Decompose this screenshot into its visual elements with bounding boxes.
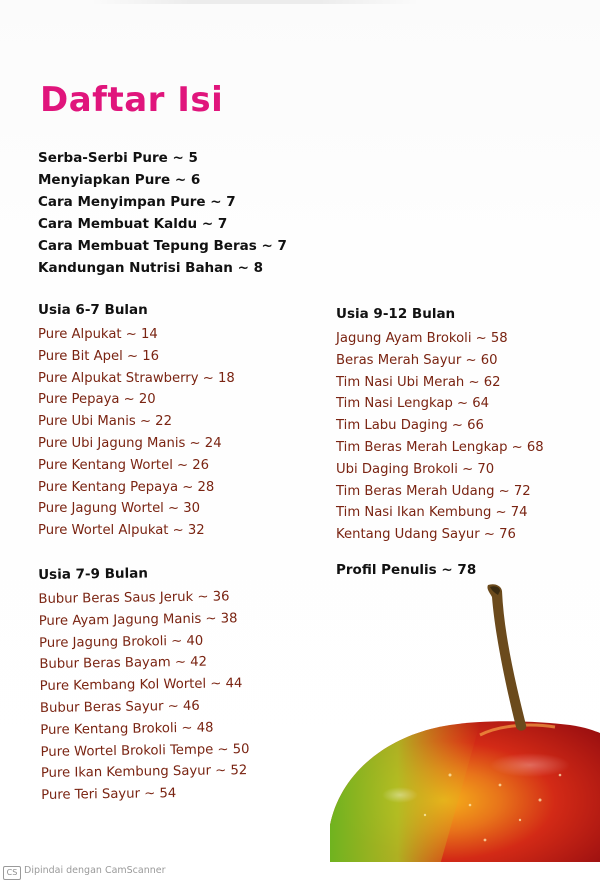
camscanner-logo-icon: CS bbox=[3, 866, 21, 880]
recipe-entry: Pure Kentang Brokoli ~ 48 bbox=[40, 720, 214, 738]
recipe-entry: Kentang Udang Sayur ~ 76 bbox=[336, 527, 516, 543]
contents-entry: Kandungan Nutrisi Bahan ~ 8 bbox=[38, 260, 263, 276]
recipe-entry: Bubur Beras Bayam ~ 42 bbox=[39, 655, 208, 673]
recipe-list bbox=[38, 586, 250, 807]
contents-entry: Menyiapkan Pure ~ 6 bbox=[38, 172, 201, 188]
recipe-entry: Pure Ayam Jagung Manis ~ 38 bbox=[38, 611, 238, 629]
recipe-entry: Pure Kentang Pepaya ~ 28 bbox=[38, 479, 215, 495]
recipe-entry: Pure Kentang Wortel ~ 26 bbox=[38, 457, 210, 473]
recipe-entry: Pure Wortel Brokoli Tempe ~ 50 bbox=[40, 741, 250, 760]
recipe-entry: Tim Beras Merah Udang ~ 72 bbox=[336, 483, 531, 499]
recipe-entry: Pure Wortel Alpukat ~ 32 bbox=[38, 523, 205, 539]
recipe-entry: Pure Ikan Kembung Sayur ~ 52 bbox=[40, 763, 248, 782]
recipe-entry: Pure Ubi Jagung Manis ~ 24 bbox=[38, 435, 222, 451]
section-usia-7-9-bulan bbox=[38, 562, 250, 807]
recipe-entry: Pure Alpukat Strawberry ~ 18 bbox=[38, 370, 235, 386]
scanner-watermark-text: Dipindai dengan CamScanner bbox=[24, 865, 166, 876]
contents-entry: Cara Menyimpan Pure ~ 7 bbox=[38, 194, 236, 210]
recipe-list bbox=[336, 328, 544, 546]
recipe-entry: Tim Beras Merah Lengkap ~ 68 bbox=[336, 439, 544, 455]
contents-entry: Cara Membuat Tepung Beras ~ 7 bbox=[38, 238, 287, 254]
recipe-entry: Pure Kembang Kol Wortel ~ 44 bbox=[39, 676, 243, 695]
section-heading: Usia 6-7 Bulan bbox=[38, 302, 148, 318]
recipe-entry: Pure Bit Apel ~ 16 bbox=[38, 348, 159, 364]
section-heading: Usia 9-12 Bulan bbox=[336, 306, 456, 322]
section-usia-6-7-bulan bbox=[38, 300, 235, 542]
page-title: Daftar Isi bbox=[40, 80, 224, 120]
recipe-entry: Tim Nasi Ubi Merah ~ 62 bbox=[336, 374, 501, 390]
recipe-entry: Pure Alpukat ~ 14 bbox=[38, 327, 158, 342]
section-heading: Usia 7-9 Bulan bbox=[38, 565, 149, 583]
recipe-entry: Pure Teri Sayur ~ 54 bbox=[41, 786, 177, 804]
recipe-entry: Jagung Ayam Brokoli ~ 58 bbox=[336, 331, 508, 346]
recipe-entry: Bubur Beras Sayur ~ 46 bbox=[39, 698, 200, 716]
recipe-entry: Tim Nasi Lengkap ~ 64 bbox=[336, 396, 490, 412]
recipe-entry: Pure Jagung Brokoli ~ 40 bbox=[38, 633, 204, 651]
recipe-entry: Tim Labu Daging ~ 66 bbox=[336, 418, 484, 434]
contents-entry: Serba-Serbi Pure ~ 5 bbox=[38, 150, 198, 166]
recipe-list bbox=[38, 324, 235, 542]
recipe-entry: Ubi Daging Brokoli ~ 70 bbox=[336, 461, 495, 477]
apple-illustration bbox=[330, 575, 600, 865]
profil-penulis-entry: Profil Penulis ~ 78 bbox=[336, 562, 477, 578]
recipe-entry: Bubur Beras Saus Jeruk ~ 36 bbox=[38, 589, 230, 607]
recipe-entry: Pure Ubi Manis ~ 22 bbox=[38, 414, 172, 430]
intro-contents-list bbox=[38, 147, 287, 279]
contents-entry: Cara Membuat Kaldu ~ 7 bbox=[38, 216, 228, 232]
scan-edge-shadow bbox=[90, 0, 420, 4]
recipe-entry: Pure Jagung Wortel ~ 30 bbox=[38, 501, 201, 517]
section-usia-9-12-bulan bbox=[336, 304, 544, 546]
recipe-entry: Pure Pepaya ~ 20 bbox=[38, 392, 156, 408]
recipe-entry: Tim Nasi Ikan Kembung ~ 74 bbox=[336, 505, 528, 521]
recipe-entry: Beras Merah Sayur ~ 60 bbox=[336, 352, 498, 368]
